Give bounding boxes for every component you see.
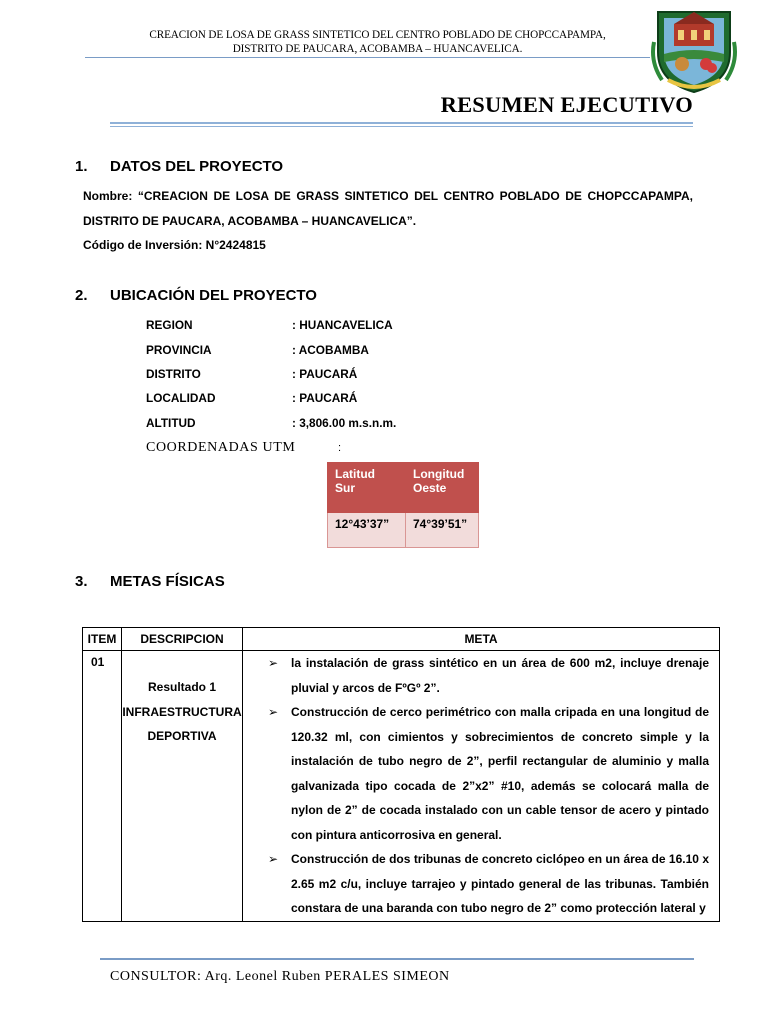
- list-item: [243, 847, 719, 921]
- meta-text: Construcción de cerco perimétrico con malla cripada en una longitud de 120.32 ml, con cimientos y sobrecimientos de concreto simple y la instalación de tubo negro de 2”, perfil rectangular de aluminio y malla galvanizada tipo cocada de 2”x2” #10, además se colocará malla de nylon de 2” de cocada instalado con un cable tensor de acero y pintado con pintura anticorrosiva en general.: [291, 705, 709, 842]
- consultant-footer: CONSULTOR: Arq. Leonel Ruben PERALES SIMEON: [110, 969, 450, 984]
- location-key: ALTITUD: [146, 416, 196, 430]
- municipal-crest-icon: [648, 2, 740, 94]
- footer-divider: [100, 958, 694, 960]
- goals-header-item: ITEM: [83, 628, 122, 651]
- coordinates-colon: :: [338, 442, 342, 454]
- goals-header-description: DESCRIPCION: [122, 628, 243, 651]
- arrow-bullet-icon: ➢: [268, 852, 279, 866]
- project-data: [83, 184, 693, 258]
- list-item: [243, 651, 719, 700]
- header-divider: [85, 57, 650, 58]
- location-value: : HUANCAVELICA: [292, 318, 393, 332]
- section-title: METAS FÍSICAS: [110, 573, 225, 590]
- location-key: REGION: [146, 318, 193, 332]
- section-2-heading: [75, 287, 317, 304]
- arrow-bullet-icon: ➢: [268, 656, 279, 670]
- coord-header-lon: Longitud Oeste: [406, 463, 479, 513]
- location-value: : ACOBAMBA: [292, 343, 369, 357]
- coord-value-lat: 12°43’37”: [328, 513, 406, 548]
- meta-text: Construcción de dos tribunas de concreto ciclópeo en un área de 16.10 x 2.65 m2 c/u, incluye tarrajeo y pintado general de las tribunas. También constara de una baranda con tubo negro de 2” como protección lateral y: [291, 852, 709, 915]
- location-key: DISTRITO: [146, 367, 201, 381]
- title-rule-thin: [110, 126, 693, 127]
- description-line: Resultado 1: [147, 680, 216, 694]
- goals-table: [82, 627, 720, 922]
- list-item: [243, 700, 719, 847]
- arrow-bullet-icon: ➢: [268, 705, 279, 719]
- goals-header-meta: META: [243, 628, 720, 651]
- location-value: : PAUCARÁ: [292, 391, 358, 405]
- section-title: DATOS DEL PROYECTO: [110, 158, 284, 175]
- coordinates-label: COORDENADAS UTM: [146, 440, 296, 455]
- section-title: UBICACIÓN DEL PROYECTO: [110, 287, 317, 304]
- coord-header-lat: Latitud Sur: [328, 463, 406, 513]
- section-number: 2.: [75, 287, 88, 304]
- item-description: [122, 651, 243, 922]
- item-meta: [243, 651, 720, 922]
- location-value: : PAUCARÁ: [292, 367, 358, 381]
- location-value: : 3,806.00 m.s.n.m.: [292, 416, 397, 430]
- investment-code: Código de Inversión: N°2424815: [83, 238, 266, 252]
- page-title: RESUMEN EJECUTIVO: [440, 92, 693, 117]
- section-1-heading: [75, 158, 283, 175]
- description-line: DEPORTIVA: [147, 729, 217, 743]
- coord-value-lon: 74°39’51”: [406, 513, 479, 548]
- document-header: [100, 28, 655, 56]
- meta-list: [243, 651, 719, 921]
- table-row: [83, 651, 720, 922]
- item-number: 01: [83, 651, 122, 922]
- project-name: Nombre: “CREACION DE LOSA DE GRASS SINTETICO DEL CENTRO POBLADO DE CHOPCCAPAMPA, DISTRITO DE PAUCARA, ACOBAMBA – HUANCAVELICA”.: [83, 189, 693, 228]
- header-line-1: CREACION DE LOSA DE GRASS SINTETICO DEL CENTRO POBLADO DE CHOPCCAPAMPA,: [149, 29, 606, 41]
- header-line-2: DISTRITO DE PAUCARA, ACOBAMBA – HUANCAVELICA.: [232, 43, 523, 55]
- description-line: INFRAESTRUCTURA: [122, 704, 242, 719]
- section-3-heading: [75, 573, 225, 590]
- location-key: LOCALIDAD: [146, 391, 216, 405]
- meta-text: la instalación de grass sintético en un área de 600 m2, incluye drenaje pluvial y arcos de FºGº 2”.: [291, 656, 709, 695]
- section-number: 1.: [75, 158, 88, 175]
- coordinates-table: [327, 462, 479, 548]
- section-number: 3.: [75, 573, 88, 590]
- title-rule: [110, 122, 693, 124]
- location-key: PROVINCIA: [146, 343, 212, 357]
